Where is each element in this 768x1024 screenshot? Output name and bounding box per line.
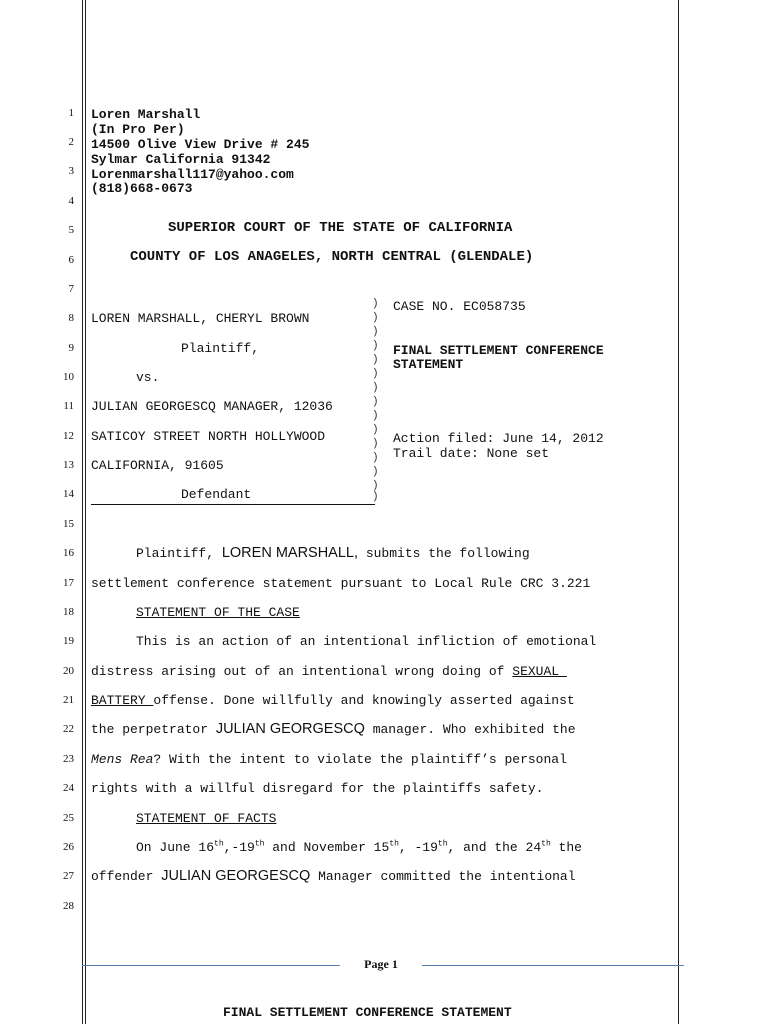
line-number: 20 <box>63 665 74 677</box>
body-line-20: distress arising out of an intentional wrong doing of SEXUAL <box>91 664 567 679</box>
line-number: 23 <box>63 753 74 765</box>
right-margin-rule <box>678 0 679 1024</box>
body-line-16: Plaintiff, LOREN MARSHALL, submits the following <box>136 545 530 561</box>
line-number: 16 <box>63 547 74 559</box>
body-line-26: On June 16th,-19th and November 15th, -19th, and the 24th the <box>136 839 582 855</box>
trail-date: Trail date: None set <box>393 446 550 461</box>
action-filed: Action filed: June 14, 2012 <box>393 431 604 446</box>
court-title-line1: SUPERIOR COURT OF THE STATE OF CALIFORNIA <box>168 220 513 236</box>
line-number: 18 <box>63 606 74 618</box>
line-number: 17 <box>63 577 74 589</box>
caption-plaintiffs: LOREN MARSHALL, CHERYL BROWN <box>91 311 310 326</box>
line-number: 13 <box>63 459 74 471</box>
line-number: 3 <box>68 165 74 177</box>
body-line-22: the perpetrator JULIAN GEORGESCQ manager. Who exhibited the <box>91 721 576 737</box>
line-number: 6 <box>68 254 74 266</box>
page-number: Page 1 <box>340 957 422 972</box>
body-line-24: rights with a willful disregard for the plaintiffs safety. <box>91 781 544 796</box>
line-number: 25 <box>63 812 74 824</box>
party-name: Loren Marshall <box>91 107 201 122</box>
line-number: 26 <box>63 841 74 853</box>
body-line-23: Mens Rea? With the intent to violate the plaintiff’s personal <box>91 752 567 767</box>
left-margin-rule-inner <box>85 0 86 1024</box>
line-number: 15 <box>63 518 74 530</box>
caption-defendant-label: Defendant <box>181 487 252 502</box>
line-number: 11 <box>63 400 74 412</box>
line-number: 24 <box>63 782 74 794</box>
document-title-line2: STATEMENT <box>393 357 464 372</box>
heading-statement-of-case: STATEMENT OF THE CASE <box>136 605 300 620</box>
line-number: 7 <box>68 283 74 295</box>
footer-title: FINAL SETTLEMENT CONFERENCE STATEMENT <box>223 1005 512 1020</box>
pleading-page: 1 2 3 4 5 6 7 8 9 10 11 12 13 14 15 16 17 18 19 20 21 22 23 24 25 26 27 28 Loren Marshall (In Pro Per) 14500 Olive View Drive # 245 Sylmar California 91342 Lorenmarshall117@yahoo.com (818)668-0673 SUPERIOR COURT OF THE STATE OF CALIFORNIA COUNTY OF LOS ANAGELES, NORTH CENTRAL (GLENDALE) LOREN MARSHALL, CHERYL BROWN Plaintiff, vs. JULIAN GEORGESCQ MANAGER, 12036 SATICOY STREET NORTH HOLLYWOOD CALIFORNIA, 91605 Defendant ) ) ) ) ) ) ) ) ) ) ) ) ) ) ) CASE NO. EC058735 FINAL SETTLEMENT CONFERENCE STATEMENT Action filed: June 14, 2012 Trail date: None set Plaintiff, LOREN MARSHALL, submits the following settlement conference statement pursuant to Local Rule CRC 3.221 STATEMENT OF THE CASE This is an action of an intentional infliction of emotional distress arising out of an intentional wrong doing of SEXUAL BATTERY offense. Done willfully and knowingly asserted against the perpetrator JULIAN GEORGESCQ manager. Who exhibited the Mens Rea? With the intent to violate the plaintiff’s personal rights with a willful disregard for the plaintiffs safety. STATEMENT OF FACTS On June 16th,-19th and November 15th, -19th, and the 24th the offender JULIAN GEORGESCQ Manager committed the intentional Page 1 FINAL SETTLEMENT CONFERENCE STATEMENT <box>0 0 768 1024</box>
party-phone: (818)668-0673 <box>91 181 193 196</box>
line-number: 22 <box>63 723 74 735</box>
line-number: 4 <box>68 195 74 207</box>
line-number: 19 <box>63 635 74 647</box>
party-address-line1: 14500 Olive View Drive # 245 <box>91 137 310 152</box>
body-line-21: BATTERY offense. Done willfully and knowingly asserted against <box>91 693 575 708</box>
caption-underline <box>91 504 375 505</box>
caption-vs: vs. <box>136 370 160 385</box>
heading-statement-of-facts: STATEMENT OF FACTS <box>136 811 277 826</box>
caption-defendant-line3: CALIFORNIA, 91605 <box>91 458 224 473</box>
line-number: 12 <box>63 430 74 442</box>
line-number: 5 <box>68 224 74 236</box>
party-email: Lorenmarshall117@yahoo.com <box>91 167 294 182</box>
case-number: CASE NO. EC058735 <box>393 299 526 314</box>
caption-defendant-line2: SATICOY STREET NORTH HOLLYWOOD <box>91 429 326 444</box>
body-line-19: This is an action of an intentional infliction of emotional <box>136 634 597 649</box>
line-number: 10 <box>63 371 74 383</box>
court-title-line2: COUNTY OF LOS ANAGELES, NORTH CENTRAL (GLENDALE) <box>130 249 534 265</box>
line-number: 1 <box>68 107 74 119</box>
footer-rule-left <box>82 965 352 966</box>
caption-defendant-line1: JULIAN GEORGESCQ MANAGER, 12036 <box>91 399 333 414</box>
party-address-line2: Sylmar California 91342 <box>91 152 271 167</box>
line-number: 21 <box>63 694 74 706</box>
line-number: 9 <box>68 342 74 354</box>
line-number: 28 <box>63 900 74 912</box>
left-margin-rule-outer <box>82 0 83 1024</box>
caption-plaintiff-label: Plaintiff, <box>181 341 260 356</box>
party-status: (In Pro Per) <box>91 122 185 137</box>
line-number: 27 <box>63 870 74 882</box>
body-line-27: offender JULIAN GEORGESCQ Manager committed the intentional <box>91 868 576 884</box>
document-title-line1: FINAL SETTLEMENT CONFERENCE <box>393 343 604 358</box>
body-line-17: settlement conference statement pursuant to Local Rule CRC 3.221 <box>91 576 591 591</box>
line-number: 2 <box>68 136 74 148</box>
footer-rule-right <box>414 965 684 966</box>
line-number: 8 <box>68 312 74 324</box>
line-number: 14 <box>63 488 74 500</box>
